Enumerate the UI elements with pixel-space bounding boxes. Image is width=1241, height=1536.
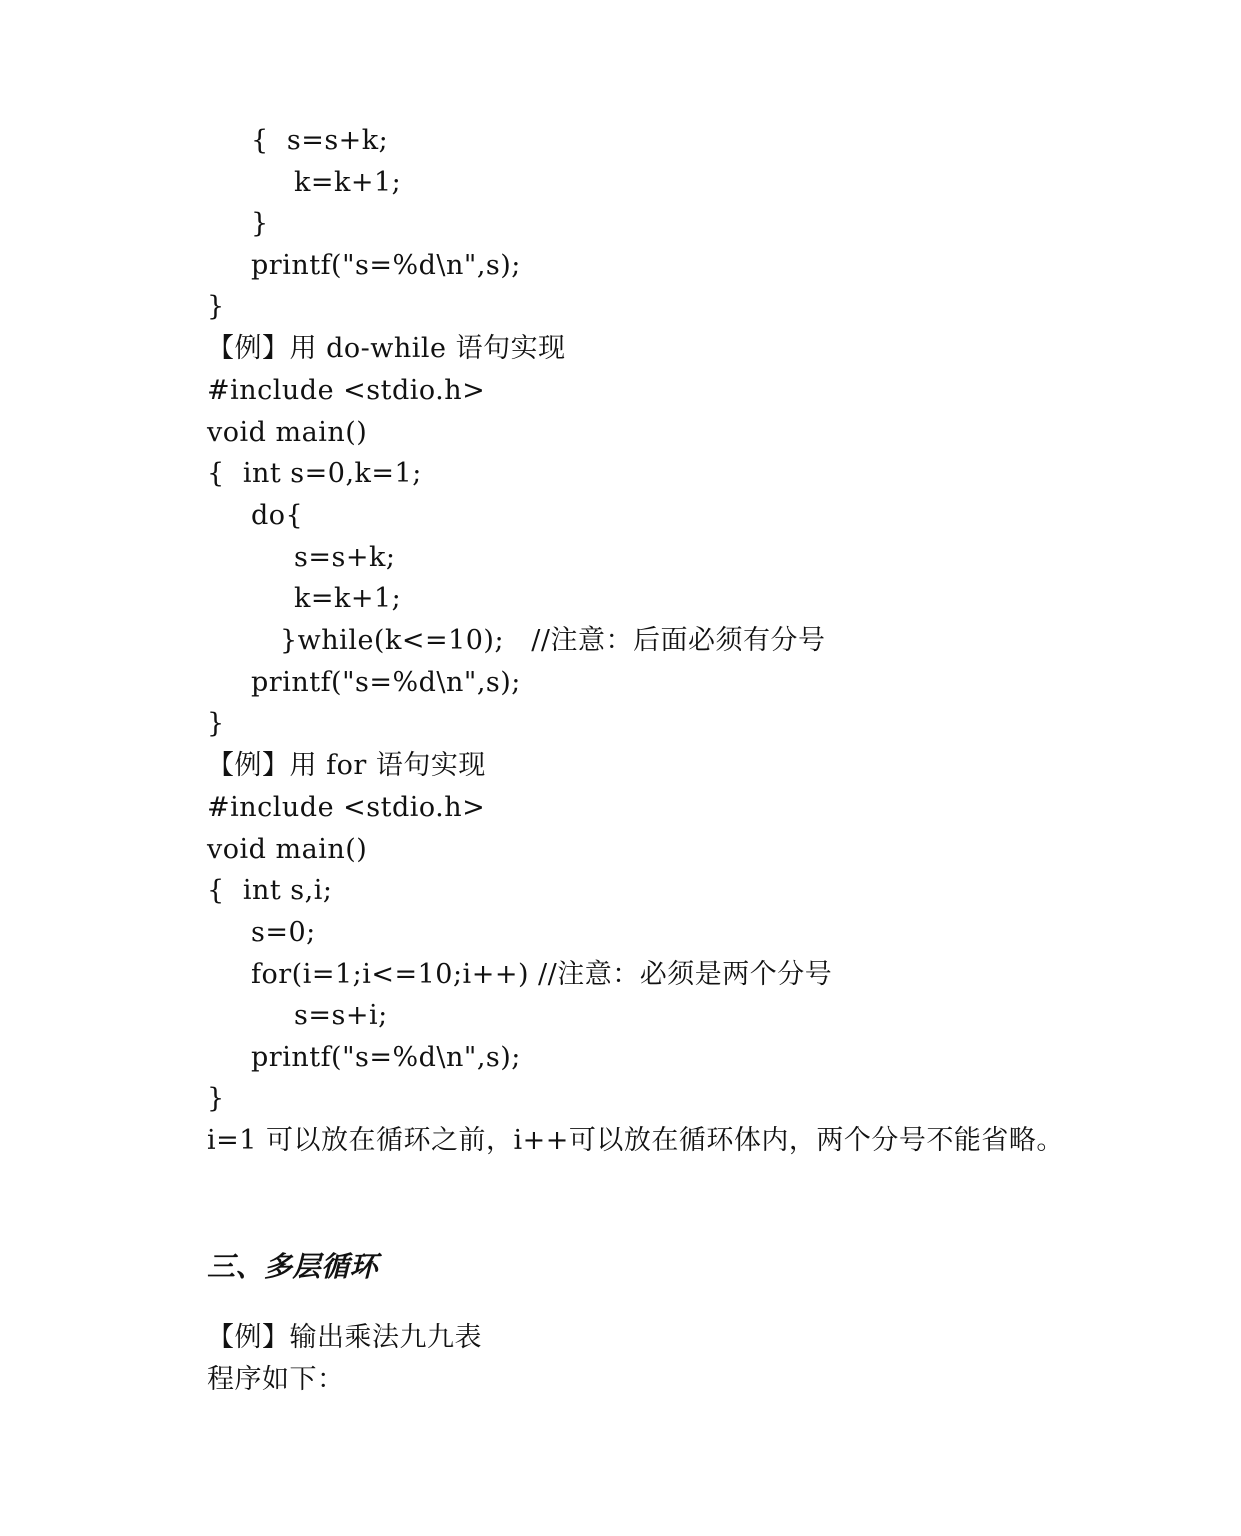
code-line: void main(): [207, 834, 368, 865]
code-line: s=s+i;: [294, 1000, 388, 1031]
code-line: k=k+1;: [294, 583, 402, 614]
code-line: s=0;: [251, 917, 316, 948]
code-line: }: [207, 291, 225, 322]
code-line: }: [207, 708, 225, 739]
code-line: #include <stdio.h>: [207, 792, 486, 823]
example-title: 【例】输出乘法九九表: [207, 1322, 482, 1353]
note-paragraph: i=1 可以放在循环之前，i++可以放在循环体内，两个分号不能省略。: [207, 1125, 1064, 1156]
code-line: k=k+1;: [294, 167, 402, 198]
code-line: printf("s=%d\n",s);: [251, 667, 521, 698]
code-line: { int s=0,k=1;: [207, 458, 422, 489]
code-line: #include <stdio.h>: [207, 375, 486, 406]
code-line: s=s+k;: [294, 542, 396, 573]
example-title: 【例】用 do-while 语句实现: [207, 333, 566, 364]
example-title: 【例】用 for 语句实现: [207, 750, 486, 781]
code-line: printf("s=%d\n",s);: [251, 1042, 521, 1073]
code-line: }: [207, 1083, 225, 1114]
intro-text: 程序如下：: [207, 1364, 345, 1395]
code-line: for(i=1;i<=10;i++) //注意：必须是两个分号: [251, 959, 833, 990]
section-heading: 三、多层循环: [207, 1250, 379, 1283]
code-line: { s=s+k;: [251, 125, 389, 156]
code-line: printf("s=%d\n",s);: [251, 250, 521, 281]
code-line: }: [251, 208, 269, 239]
code-line: }while(k<=10); //注意：后面必须有分号: [280, 625, 826, 656]
code-line: do{: [251, 500, 304, 531]
code-line: { int s,i;: [207, 875, 333, 906]
code-line: void main(): [207, 417, 368, 448]
